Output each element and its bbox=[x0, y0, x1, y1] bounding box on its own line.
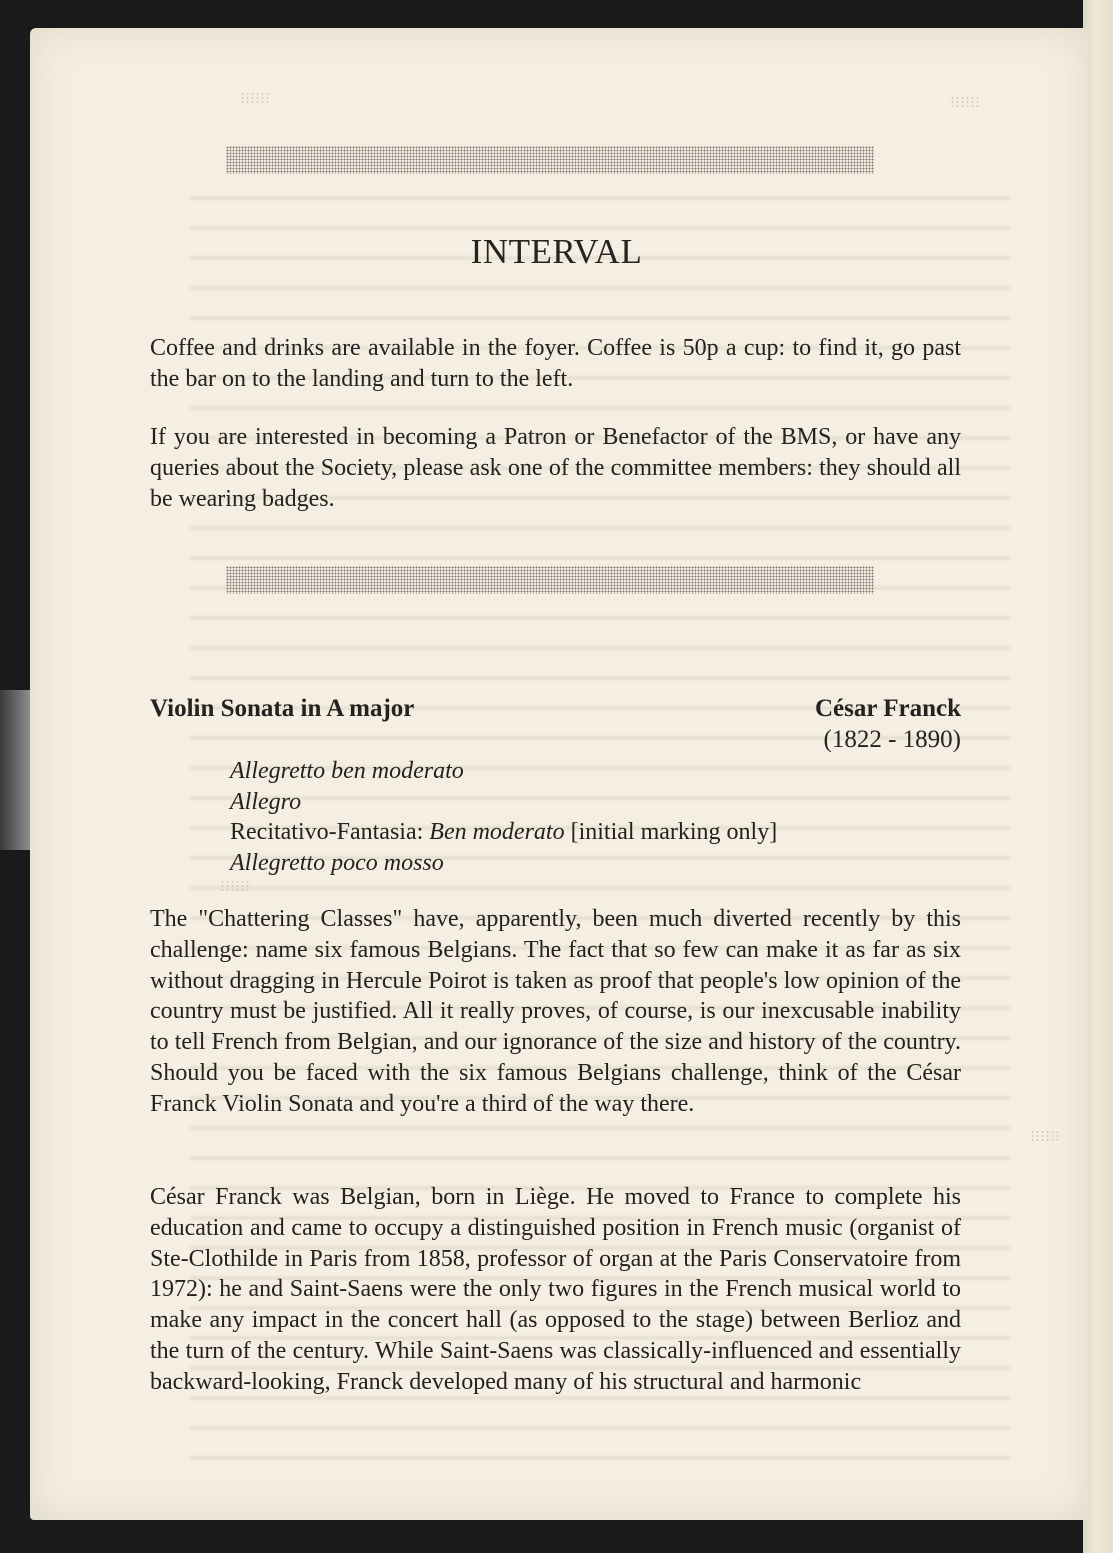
paper-speck bbox=[950, 96, 980, 108]
movement-3 bbox=[230, 817, 777, 848]
dotted-divider-top bbox=[226, 146, 874, 174]
interval-paragraph-coffee: Coffee and drinks are available in the foyer. Coffee is 50p a cup: to find it, go past the bar on to the landing and turn to the left. bbox=[150, 335, 961, 392]
movement-3-tempo: Ben moderato bbox=[429, 819, 565, 845]
notes-paragraph-franck: César Franck was Belgian, born in Liège. He moved to France to complete his education and came to occupy a distinguished position in French music (organist of Ste-Clothilde in Paris from 1858, professor of organ at the Paris Conservatoire from 1972): he and Saint-Saens were the only two figures in the French musical world to make any impact in the concert hall (as opposed to the stage) between Berlioz and the turn of the century. While Saint-Saens was classically-influenced and essentially backward-looking, Franck developed many of his structural and harmonic bbox=[150, 1184, 961, 1395]
paper-speck bbox=[240, 92, 270, 104]
composer-name: César Franck bbox=[814, 695, 961, 722]
movement-1: Allegretto ben moderato bbox=[230, 758, 464, 784]
composer-dates: (1822 - 1890) bbox=[823, 726, 961, 753]
interval-paragraph-patron: If you are interested in becoming a Patron or Benefactor of the BMS, or have any queries about the Society, please ask one of the committee members: they should all be wearing badges. bbox=[150, 424, 961, 512]
notes-paragraph-belgians: The "Chattering Classes" have, apparently, been much diverted recently by this challenge: name six famous Belgians. The fact that so few can make it as far as six without dragging in Hercule Poirot is taken as proof that people's low opinion of the country must be justified. All it really proves, of course, is our inexcusable inability to tell French from Belgian, and our ignorance of the size and history of the country. Should you be faced with the six famous Belgians challenge, think of the César Franck Violin Sonata and you're a third of the way there. bbox=[150, 906, 961, 1117]
movement-4: Allegretto poco mosso bbox=[230, 849, 444, 876]
movement-3-label: Recitativo-Fantasia: bbox=[230, 819, 430, 845]
movement-list bbox=[230, 756, 777, 878]
movement-3-note: [initial marking only] bbox=[564, 819, 778, 845]
composer-block bbox=[815, 695, 961, 754]
work-title: Violin Sonata in A major bbox=[150, 695, 415, 722]
dotted-divider-middle bbox=[226, 566, 874, 594]
interval-heading: INTERVAL bbox=[470, 232, 643, 271]
paper-speck bbox=[1030, 1130, 1060, 1142]
movement-2: Allegro bbox=[230, 788, 302, 815]
paper-speck bbox=[220, 880, 250, 892]
